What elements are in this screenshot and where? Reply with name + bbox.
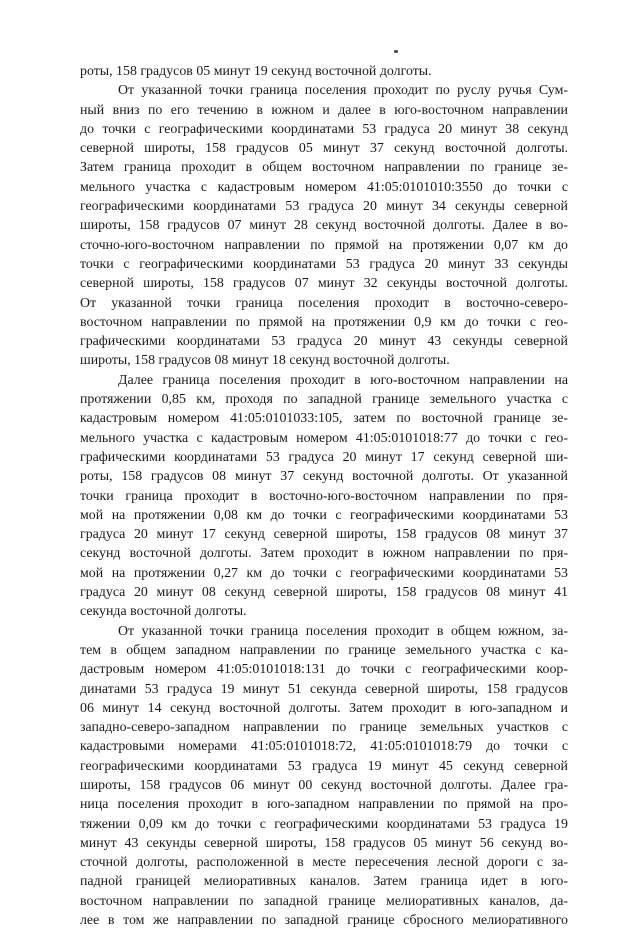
- text-line: северной широты, 158 градусов 05 минут 37 секунд восточной долготы.: [80, 141, 568, 157]
- text-line: тяжении 0,09 км до точки с географическими координатами 53 градуса 19: [80, 816, 568, 832]
- text-line: точки граница проходит в восточно-юго-восточном направлении по пря-: [80, 488, 568, 504]
- text-line: ный вниз по его течению в южном и далее в юго-восточном направлении: [80, 102, 568, 118]
- text-line: географическими координатами 53 градуса 19 минут 45 секунд северной: [80, 758, 568, 774]
- text-line: Затем граница проходит в общем восточном направлении по границе зе-: [80, 160, 568, 176]
- text-line: динатами 53 градуса 19 минут 51 секунда северной широты, 158 градусов: [80, 681, 568, 697]
- text-line: градуса 20 минут 08 секунд северной широты, 158 градусов 08 минут 41: [80, 585, 568, 601]
- text-line: секунда восточной долготы.: [80, 604, 247, 620]
- text-line: 06 минут 14 секунд восточной долготы. Затем проходит в юго-западном и: [80, 700, 568, 716]
- text-line: графическими координатами 53 градуса 20 минут 17 секунд северной ши-: [80, 449, 568, 465]
- text-line: роты, 158 градусов 08 минут 37 секунд восточной долготы. От указанной: [80, 469, 568, 485]
- text-line: кадастровым номером 41:05:0101033:105, затем по восточной границе зе-: [80, 411, 568, 427]
- text-line: сточно-юго-восточном направлении по прямой на протяжении 0,07 км до: [80, 237, 568, 253]
- text-line: до точки с географическими координатами 53 градуса 20 минут 38 секунд: [80, 121, 568, 137]
- text-line: северной широты, 158 градусов 07 минут 32 секунды восточной долготы.: [80, 276, 568, 292]
- text-line: градуса 20 минут 17 секунд северной широты, 158 градусов 08 минут 37: [80, 527, 568, 543]
- text-line: Далее граница поселения проходит в юго-восточном направлении на: [118, 372, 568, 388]
- text-line: западно-северо-западном направлении по границе земельных участков с: [80, 720, 568, 736]
- text-line: роты, 158 градусов 05 минут 19 секунд восточной долготы.: [80, 64, 432, 79]
- text-line: мой на протяжении 0,27 км до точки с географическими координатами 53: [80, 565, 568, 581]
- paragraph: [80, 62, 568, 81]
- text-line: мельного участка с кадастровым номером 41:05:0101010:3550 до точки с: [80, 179, 568, 195]
- text-line: восточном направлении по западной границе мелиоративных каналов, да-: [80, 893, 568, 909]
- text-line: ница поселения проходит в юго-западном направлении по прямой на про-: [80, 797, 568, 813]
- text-line: лее в том же направлении по западной границе сбросного мелиоративного: [80, 913, 568, 929]
- paragraph: [80, 81, 568, 370]
- text-line: тем в общем западном направлении по границе земельного участка с ка-: [80, 642, 568, 658]
- text-line: мельного участка с кадастровым номером 41:05:0101018:77 до точки с гео-: [80, 430, 568, 446]
- text-line: сточной долготы, расположенной в месте пересечения лесной дороги с за-: [80, 855, 568, 871]
- text-line: От указанной точки граница поселения проходит в восточно-северо-: [80, 295, 568, 311]
- text-line: секунд восточной долготы. Затем проходит в южном направлении по пря-: [80, 546, 568, 562]
- text-line: широты, 158 градусов 07 минут 28 секунд восточной долготы. Далее в во-: [80, 218, 568, 234]
- text-line: географическими координатами 53 градуса 20 минут 34 секунды северной: [80, 199, 568, 215]
- document-body: [80, 62, 568, 930]
- scan-mark: [394, 50, 398, 53]
- text-line: графическими координатами 53 градуса 20 минут 43 секунды северной: [80, 334, 568, 350]
- paragraph: [80, 622, 568, 930]
- text-line: протяжении 0,85 км, проходя по западной границе земельного участка с: [80, 392, 568, 408]
- text-line: От указанной точки граница поселения проходит в общем южном, за-: [118, 623, 568, 639]
- text-line: широты, 158 градусов 06 минут 00 секунд восточной долготы. Далее гра-: [80, 777, 568, 793]
- text-line: точки с географическими координатами 53 градуса 20 минут 33 секунды: [80, 256, 568, 272]
- text-line: падной границей мелиоративных каналов. Затем граница идет в юго-: [80, 874, 568, 890]
- text-line: минут 43 секунды северной широты, 158 градусов 05 минут 56 секунд во-: [80, 835, 568, 851]
- text-line: мой на протяжении 0,08 км до точки с географическими координатами 53: [80, 507, 568, 523]
- text-line: От указанной точки граница поселения проходит по руслу ручья Сум-: [118, 83, 568, 99]
- text-line: широты, 158 градусов 08 минут 18 секунд восточной долготы.: [80, 353, 450, 369]
- text-line: дастровым номером 41:05:0101018:131 до точки с географическими коор-: [80, 662, 568, 678]
- paragraph: [80, 371, 568, 622]
- text-line: кадастровыми номерами 41:05:0101018:72, 41:05:0101018:79 до точки с: [80, 739, 568, 755]
- text-line: восточном направлении по прямой на протяжении 0,9 км до точки с гео-: [80, 314, 568, 330]
